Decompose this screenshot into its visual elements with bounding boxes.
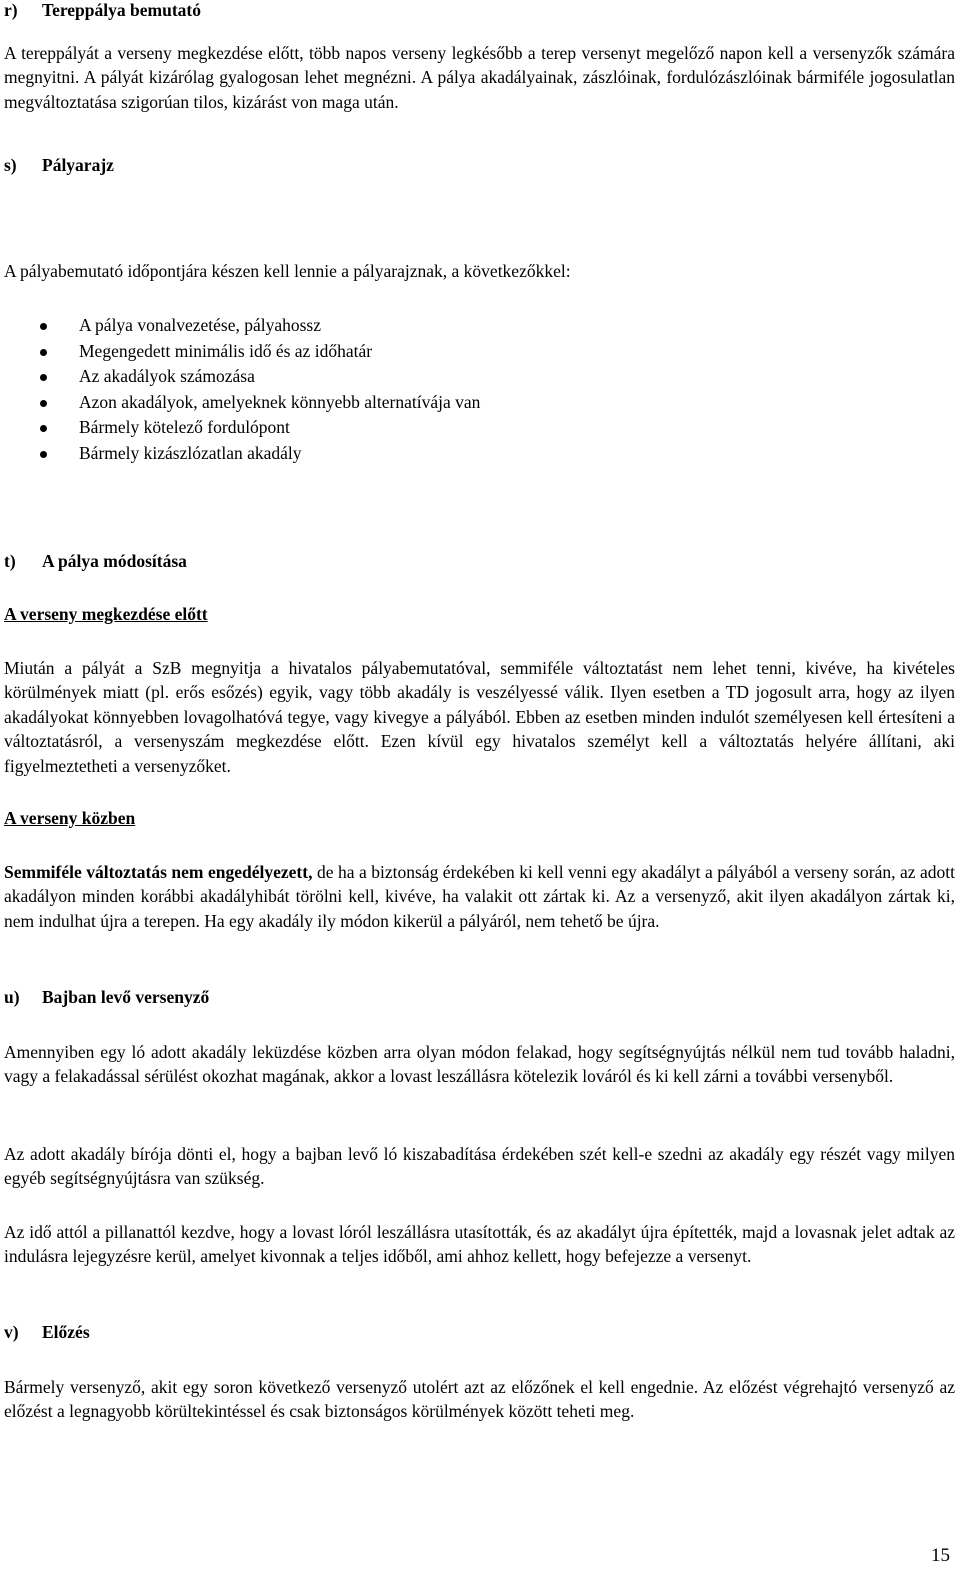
list-item: Azon akadályok, amelyeknek könnyebb alternatívája van <box>40 390 480 416</box>
pályarajz-requirements-list <box>40 313 480 467</box>
page-number: 15 <box>931 1545 950 1566</box>
section-r-heading <box>4 0 201 21</box>
section-u-title: Bajban levő versenyző <box>42 987 210 1007</box>
section-u-paragraph-1: Amennyiben egy ló adott akadály leküzdése közben arra olyan módon felakad, hogy segítségnyújtás nélkül nem tud tovább haladni, vagy a felakadással sérülést okozhat magának, akkor a lovast leszállásra kötelezik lováról és ki kell zárni a további versenyből. <box>4 1042 955 1087</box>
section-t-paragraph-1: Miután a pályát a SzB megnyitja a hivatalos pályabemutatóval, semmiféle változtatást nem lehet tenni, kivéve, ha kivételes körülmények miatt (pl. erős esőzés) egyik, vagy több akadály is veszélyessé válik. Ilyen esetben a TD jogosult arra, hogy az ilyen akadályokat könnyebben lovagolhatóvá tegye, vagy kivegye a pályából. Ebben az esetben minden indulót személyesen kell értesíteni a változtatásról, a versenyszám megkezdése előtt. Ezen kívül egy hivatalos személyt kell a változtatás helyére állítani, aki figyelmeztetheti a versenyzőket. <box>4 658 955 776</box>
bullet-icon <box>40 400 47 407</box>
section-t-heading <box>4 551 187 572</box>
section-t-subheading-during: A verseny közben <box>4 808 136 828</box>
section-t-subheading-before: A verseny megkezdése előtt <box>4 604 208 624</box>
list-item: Az akadályok számozása <box>40 364 480 390</box>
section-v-label: v) <box>4 1322 19 1342</box>
section-v-heading <box>4 1322 90 1343</box>
bullet-icon <box>40 323 47 330</box>
bullet-icon <box>40 374 47 381</box>
section-r-title: Tereppálya bemutató <box>42 0 201 20</box>
section-r-label: r) <box>4 0 18 20</box>
list-item: Megengedett minimális idő és az időhatár <box>40 339 480 365</box>
section-v-title: Előzés <box>42 1322 90 1342</box>
section-v-paragraph-1: Bármely versenyző, akit egy soron következő versenyző utolért azt az előzőnek el kell engednie. Az előzést végrehajtó versenyző az előzést a legnagyobb körültekintéssel és csak biztonságos körülmények között teheti meg. <box>4 1377 955 1422</box>
section-t-title: A pálya módosítása <box>42 551 187 571</box>
list-item: Bármely kötelező fordulópont <box>40 415 480 441</box>
section-t-label: t) <box>4 551 16 571</box>
section-u-paragraph-3: Az idő attól a pillanattól kezdve, hogy a lovast lóról leszállásra utasították, és az akadályt újra építették, majd a lovasnak jelet adtak az indulásra lejegyzésre kerül, amelyet kivonnak a teljes időből, ami ahhoz kellett, hogy befejezze a versenyt. <box>4 1222 955 1267</box>
section-u-paragraph-2: Az adott akadály bírója dönti el, hogy a bajban levő ló kiszabadítása érdekében szét kell-e szedni az akadály egy részét vagy milyen egyéb segítségnyújtásra van szükség. <box>4 1144 955 1189</box>
section-s-heading <box>4 155 114 176</box>
section-t-paragraph-2-rest: de ha a biztonság érdekében ki kell venni egy akadályt a pályából a verseny során, az adott akadályon minden korábbi akadályhibát törölni kell, kivéve, ha valakit ott zártak ki. Az a versenyző, akit ilyen akadályon zártak ki, nem indulhat újra a terepen. Ha egy akadály ily módon kikerül a pályáról, nem tehető be újra. <box>4 862 955 931</box>
section-t-paragraph-2 <box>4 860 955 933</box>
section-s-title: Pályarajz <box>42 155 114 175</box>
section-s-intro: A pályabemutató időpontjára készen kell lennie a pályarajznak, a következőkkel: <box>4 261 571 281</box>
bullet-icon <box>40 451 47 458</box>
section-s-label: s) <box>4 155 17 175</box>
section-r-paragraph: A tereppályát a verseny megkezdése előtt, több napos verseny legkésőbb a terep versenyt megelőző napon kell a versenyzők számára megnyitni. A pályát kizárólag gyalogosan lehet megnézni. A pálya akadályainak, zászlóinak, fordulózászlóinak bármiféle jogosulatlan megváltoztatása szigorúan tilos, kizárást von maga után. <box>4 43 955 112</box>
list-item: Bármely kizászlózatlan akadály <box>40 441 480 467</box>
bullet-icon <box>40 425 47 432</box>
bullet-icon <box>40 349 47 356</box>
section-t-paragraph-2-bold: Semmiféle változtatás nem engedélyezett, <box>4 862 313 882</box>
section-u-heading <box>4 987 209 1008</box>
list-item: A pálya vonalvezetése, pályahossz <box>40 313 480 339</box>
section-u-label: u) <box>4 987 20 1007</box>
